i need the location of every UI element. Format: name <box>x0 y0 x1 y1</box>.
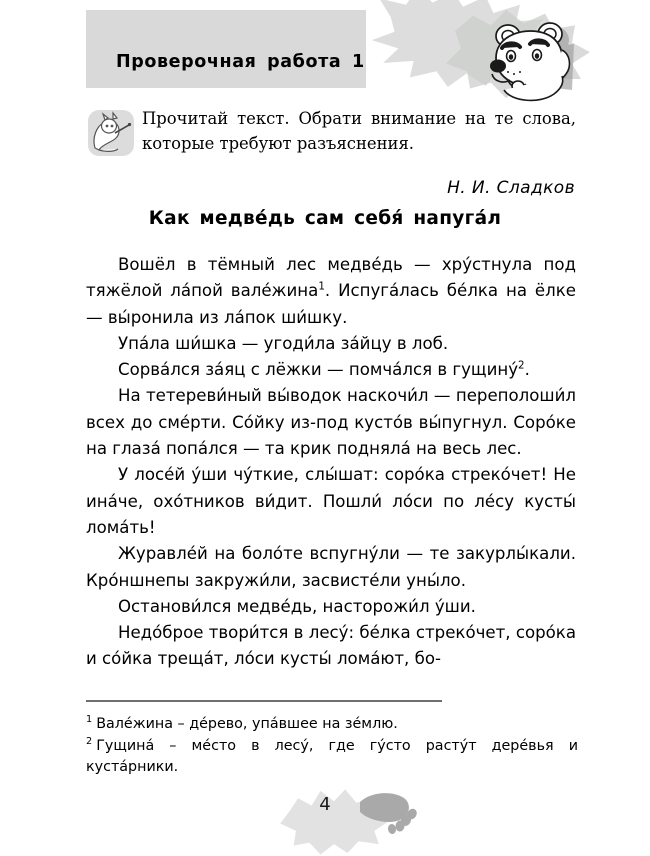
footnotes-block <box>86 714 578 779</box>
bear-head-icon <box>478 14 598 110</box>
page-header <box>0 0 650 112</box>
page-title: Проверочная работа 1 <box>116 52 365 72</box>
paragraph: У лосе́й у́ши чу́ткие, слы́шат: соро́ка стреко́чет! Не ина́че, охо́тников ви́дит. Пошли́ ло́си по ле́су кусты́ лома́ть! <box>86 465 582 537</box>
footnote-separator <box>86 700 442 702</box>
paragraph: Недо́брое твори́тся в лесу́: бе́лка стреко́чет, соро́ка и со́йка треща́т, ло́си кусты́ лома́ют, бо- <box>86 623 582 669</box>
instruction-block <box>88 108 576 166</box>
paragraph: Упа́ла ши́шка — угоди́ла за́йцу в лоб. <box>118 333 449 353</box>
squirrel-icon <box>88 110 134 156</box>
paragraph: Журавле́й на боло́те вспугну́ли — те закурлы́кали. Кро́ншнепы закружи́ли, засвисте́ли уны́ло. <box>86 544 582 590</box>
paragraph: На тетереви́ный вы́водок наскочи́л — переполоши́л всех до сме́рти. Со́йку из-под кусто́в вы́пугнул. Соро́ке на глаза́ попа́лся — та крик подняла́ на весь лес. <box>86 386 582 459</box>
paragraph: Останови́лся медве́дь, насторожи́л у́ши. <box>118 596 476 616</box>
header-banner <box>86 10 366 88</box>
footnote-item: $^1$ Вале́жина – де́рево, упа́вшее на зе́млю. <box>86 714 398 732</box>
paragraph: Сорва́лся за́яц с лёжки — помча́лся в гущину́$^2$. <box>118 359 530 380</box>
story-title: Как медве́дь сам себя́ напуга́л <box>148 208 502 229</box>
page-number: 4 <box>319 794 331 815</box>
author-name: Н. И. Сладков <box>447 178 575 198</box>
page-footer <box>0 770 650 856</box>
footnote-item: $^2$ Гущина́ – ме́сто в лесу́, где гу́сто расту́т дере́вья и куста́рники. <box>86 735 578 775</box>
story-body <box>86 252 582 673</box>
instruction-text: Прочитай текст. Обрати внимание на те слова, которые требуют разъяснения. <box>142 109 576 153</box>
paragraph: Вошёл в тёмный лес медве́дь — хру́стнула под тяжёлой ла́пой вале́жина$^1$. Испуга́лась бе́лка на ёлке — вы́ронила из ла́пок ши́шку. <box>86 255 582 327</box>
